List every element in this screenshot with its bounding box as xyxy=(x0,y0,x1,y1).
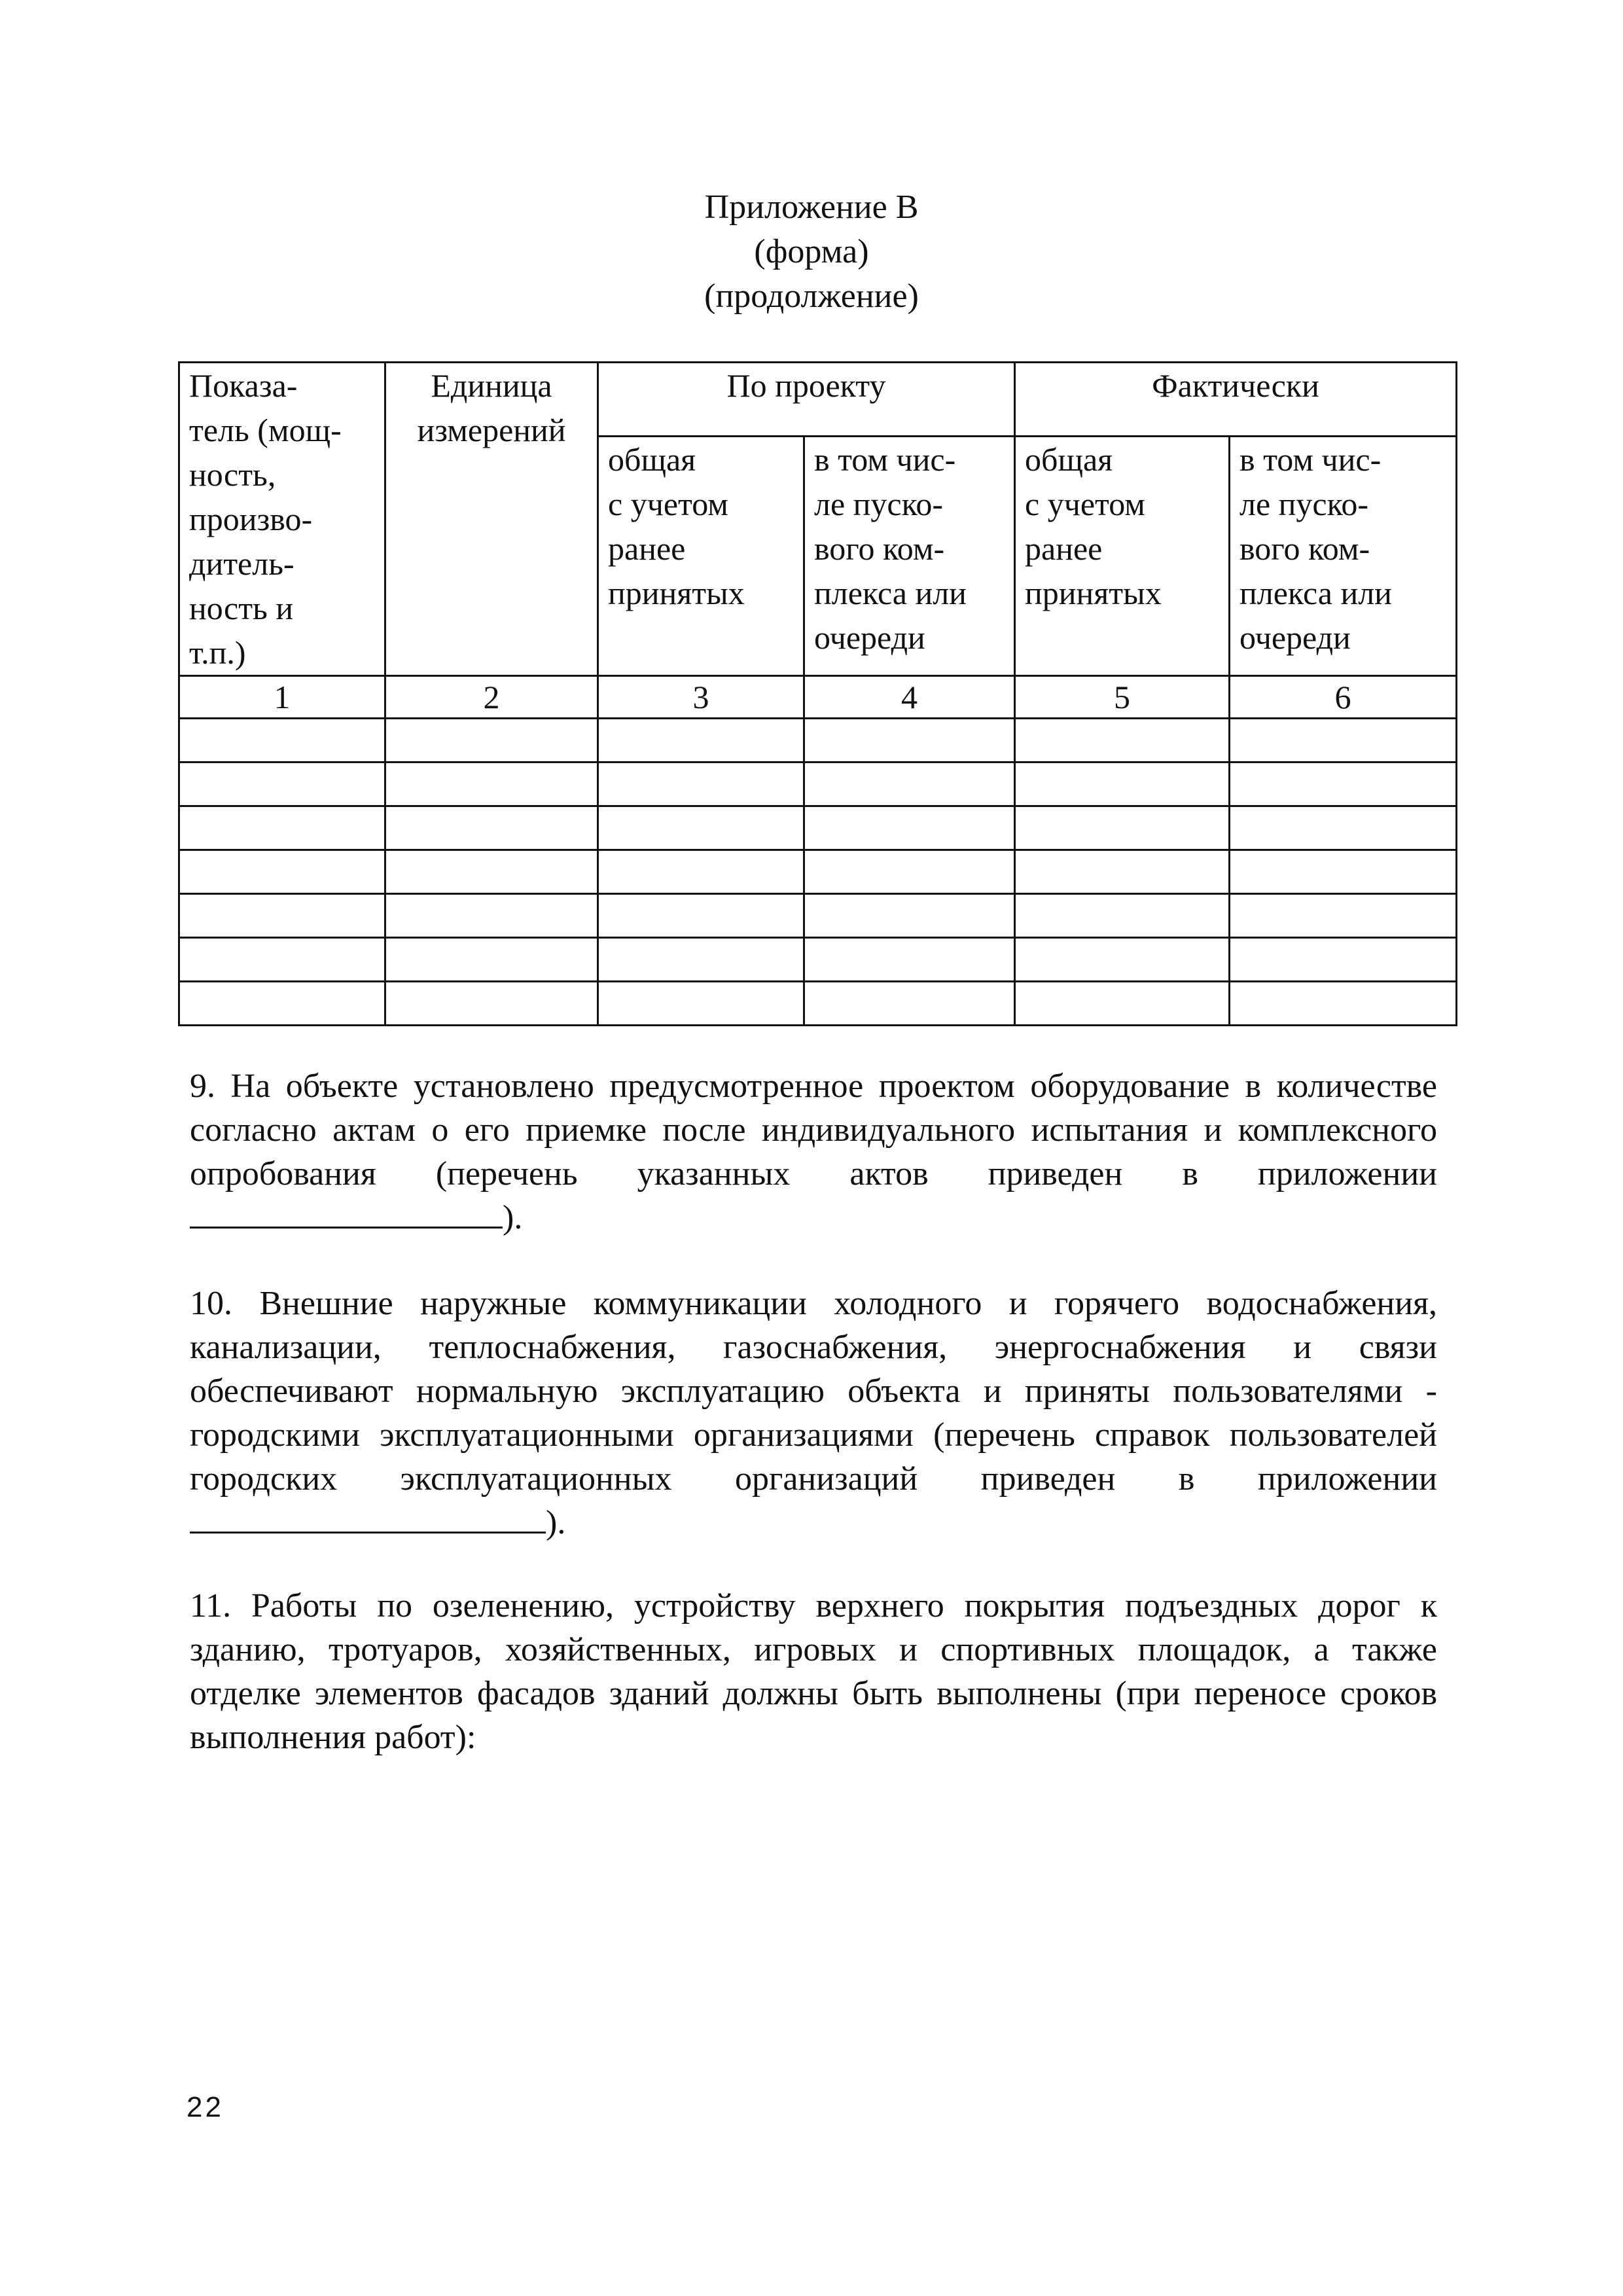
group-header-project: По проекту xyxy=(598,363,1015,437)
table-cell[interactable] xyxy=(179,938,385,982)
blank-line[interactable] xyxy=(190,1503,546,1534)
table-cell[interactable] xyxy=(598,894,804,938)
table-cell[interactable] xyxy=(598,938,804,982)
paragraph-10-text: 10. Внешние наружные коммуникации холодного и горячего водоснабжения, канализации, теплоснабжения, газоснабжения, энергоснабжения и связи обеспечивают нормальную эксплуатацию объекта и приняты пользователями - городскими эксплуатационными организациями (перечень справок пользователей городских эксплуатационных организаций приведен в приложении xyxy=(190,1285,1437,1498)
page-number: 22 xyxy=(187,2091,224,2123)
table-row xyxy=(179,938,1457,982)
table-cell[interactable] xyxy=(804,982,1015,1026)
table-cell[interactable] xyxy=(385,982,598,1026)
column-number: 1 xyxy=(179,676,385,719)
table-row xyxy=(179,719,1457,762)
table-cell[interactable] xyxy=(804,938,1015,982)
table-cell[interactable] xyxy=(179,894,385,938)
table-cell[interactable] xyxy=(1015,719,1230,762)
col-header-indicator: Показа- тель (мощ- ность, произво- дитель- ность и т.п.) xyxy=(179,363,385,676)
table-cell[interactable] xyxy=(1230,719,1457,762)
table-cell[interactable] xyxy=(804,719,1015,762)
table-cell[interactable] xyxy=(385,762,598,806)
column-number: 6 xyxy=(1230,676,1457,719)
table-cell[interactable] xyxy=(179,982,385,1026)
table-cell[interactable] xyxy=(598,850,804,894)
table-cell[interactable] xyxy=(1015,938,1230,982)
table-row xyxy=(179,894,1457,938)
column-number: 3 xyxy=(598,676,804,719)
table-cell[interactable] xyxy=(598,719,804,762)
table-cell[interactable] xyxy=(1230,850,1457,894)
table-row xyxy=(179,806,1457,850)
table-cell[interactable] xyxy=(179,719,385,762)
table-cell[interactable] xyxy=(804,850,1015,894)
table-row xyxy=(179,762,1457,806)
table-cell[interactable] xyxy=(1230,938,1457,982)
table-cell[interactable] xyxy=(804,894,1015,938)
paragraph-11 xyxy=(190,1584,1437,1759)
table-cell[interactable] xyxy=(179,806,385,850)
paragraph-11-text: 11. Работы по озеленению, устройству верхнего покрытия подъездных дорог к зданию, тротуаров, хозяйственных, игровых и спортивных площадок, а также отделке элементов фасадов зданий должны быть выполнены (при переносе сроков выполнения работ): xyxy=(190,1587,1437,1756)
table-cell[interactable] xyxy=(385,938,598,982)
table-cell[interactable] xyxy=(1230,894,1457,938)
appendix-form-label: (форма) xyxy=(754,233,869,270)
table-cell[interactable] xyxy=(385,806,598,850)
column-number: 2 xyxy=(385,676,598,719)
paragraph-9-end: ). xyxy=(503,1199,523,1236)
sub-header-project-startup: в том чис- ле пуско- вого ком- плекса или очереди xyxy=(804,437,1015,676)
form-table xyxy=(178,361,1457,1026)
col-header-unit: Единица измерений xyxy=(385,363,598,676)
table-cell[interactable] xyxy=(1015,762,1230,806)
table-row xyxy=(179,850,1457,894)
table-cell[interactable] xyxy=(598,982,804,1026)
table-cell[interactable] xyxy=(1230,762,1457,806)
paragraph-10 xyxy=(190,1282,1437,1545)
column-number: 4 xyxy=(804,676,1015,719)
sub-header-actual-startup: в том чис- ле пуско- вого ком- плекса или очереди xyxy=(1230,437,1457,676)
table-cell[interactable] xyxy=(385,850,598,894)
group-header-actual: Фактически xyxy=(1015,363,1457,437)
table-row xyxy=(179,982,1457,1026)
column-number: 5 xyxy=(1015,676,1230,719)
table-cell[interactable] xyxy=(179,850,385,894)
sub-header-project-total: общая с учетом ранее принятых xyxy=(598,437,804,676)
appendix-continuation-label: (продолжение) xyxy=(704,278,919,315)
table-cell[interactable] xyxy=(598,806,804,850)
column-number-row xyxy=(179,676,1457,719)
table-cell[interactable] xyxy=(1230,806,1457,850)
sub-header-actual-total: общая с учетом ранее принятых xyxy=(1015,437,1230,676)
blank-line[interactable] xyxy=(190,1198,503,1229)
table-cell[interactable] xyxy=(598,762,804,806)
appendix-header xyxy=(0,185,1623,319)
paragraph-9-text: 9. На объекте установлено предусмотренное проектом оборудование в количестве согласно актам о его приемке после индивидуального испытания и комплексного опробования (перечень указанных актов приведен в приложении xyxy=(190,1067,1437,1193)
table-cell[interactable] xyxy=(1230,982,1457,1026)
table-cell[interactable] xyxy=(804,806,1015,850)
paragraph-9 xyxy=(190,1064,1437,1240)
table-cell[interactable] xyxy=(1015,894,1230,938)
table-cell[interactable] xyxy=(1015,806,1230,850)
table-cell[interactable] xyxy=(804,762,1015,806)
appendix-title: Приложение В xyxy=(704,188,919,226)
table-cell[interactable] xyxy=(1015,850,1230,894)
table-cell[interactable] xyxy=(1015,982,1230,1026)
paragraph-10-end: ). xyxy=(546,1504,566,1541)
empty-rows xyxy=(179,719,1457,1026)
table-cell[interactable] xyxy=(385,719,598,762)
table-cell[interactable] xyxy=(385,894,598,938)
table-cell[interactable] xyxy=(179,762,385,806)
